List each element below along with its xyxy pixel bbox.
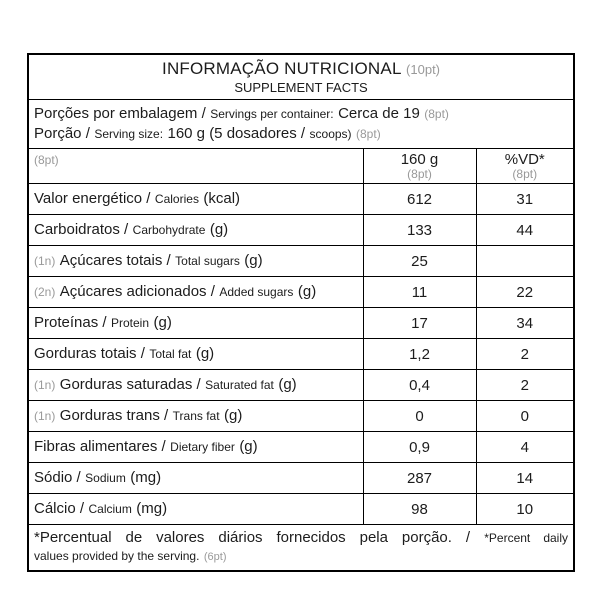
dv-value: 10 (476, 494, 574, 525)
nutrient-label (28, 184, 363, 215)
nutrient-unit: (g) (195, 345, 215, 362)
amount-value: 0,9 (363, 432, 476, 463)
nutrient-name-pt: Carboidratos / (34, 221, 129, 238)
footnote-marker: (1n) (34, 254, 56, 268)
amount-value: 287 (363, 463, 476, 494)
serving-size-en: Serving size: (94, 127, 164, 141)
serving-size-en-tail: scoops) (309, 127, 352, 141)
title-en: SUPPLEMENT FACTS (234, 80, 368, 95)
nutrient-unit: (mg) (136, 500, 168, 517)
footnote-pt: *Percentual de valores diários fornecidos pela porção. / (34, 529, 471, 546)
nutrient-name-en: Saturated fat (205, 378, 274, 392)
row-gorduras-saturadas (28, 370, 574, 401)
footnote-en-tail: values provided by the serving. (34, 549, 200, 563)
servings-per-container-value: Cerca de 19 (338, 105, 420, 122)
footnote-marker: (1n) (34, 378, 56, 392)
amount-column-header-cell (363, 149, 476, 184)
nutrition-label (27, 53, 573, 572)
nutrient-unit: (kcal) (203, 190, 241, 207)
nutrient-name-pt: Gorduras saturadas / (59, 376, 201, 393)
nutrient-unit: (g) (244, 252, 263, 269)
nutrient-name-en: Dietary fiber (170, 440, 235, 454)
nutrient-label (28, 463, 363, 494)
nutrient-name-pt: Açúcares adicionados / (59, 283, 215, 300)
nutrient-label (28, 308, 363, 339)
footnote-line-2 (34, 547, 568, 566)
title-pt: INFORMAÇÃO NUTRICIONAL (162, 59, 402, 78)
footnote-marker: (2n) (34, 285, 56, 299)
nutrient-unit: (g) (297, 283, 317, 300)
title-row (28, 54, 574, 100)
footnote-marker: (1n) (34, 409, 56, 423)
nutrient-name-en: Total fat (149, 347, 192, 361)
dv-column-header: %VD* (504, 151, 545, 168)
serving-info-cell (28, 100, 574, 149)
row-calcio (28, 494, 574, 525)
dv-value: 31 (476, 184, 574, 215)
serving-info-row (28, 100, 574, 149)
serving-size-value: 160 g (5 dosadores / (167, 125, 306, 142)
footnote-en-head: *Percent daily (484, 531, 569, 545)
nutrient-name-pt: Sódio / (34, 469, 81, 486)
nutrient-name-pt: Cálcio / (34, 500, 85, 517)
nutrient-unit: (g) (278, 376, 297, 393)
dv-column-header-cell (476, 149, 574, 184)
nutrient-name-pt: Gorduras trans / (59, 407, 169, 424)
nutrient-label (28, 370, 363, 401)
nutrient-name-en: Total sugars (175, 254, 240, 268)
nutrient-name-en: Carbohydrate (132, 223, 206, 237)
nutrient-name-en: Protein (111, 316, 150, 330)
nutrient-unit: (g) (239, 438, 258, 455)
dv-value: 0 (476, 401, 574, 432)
footnote-size-annotation: (6pt) (203, 551, 227, 563)
amount-value: 25 (363, 246, 476, 277)
nutrient-name-en: Sodium (85, 471, 126, 485)
servings-per-container-en: Servings per container: (210, 107, 334, 121)
nutrient-name-pt: Fibras alimentares / (34, 438, 166, 455)
nutrient-name-en: Added sugars (219, 285, 294, 299)
label-column-annotation: (8pt) (34, 153, 59, 167)
amount-value: 0 (363, 401, 476, 432)
footnote-row (28, 525, 574, 572)
title-cell (28, 54, 574, 100)
row-acucares-totais (28, 246, 574, 277)
nutrition-facts-table (27, 53, 575, 572)
dv-value: 34 (476, 308, 574, 339)
nutrient-unit: (g) (209, 221, 229, 238)
nutrient-name-en: Trans fat (172, 409, 220, 423)
dv-value: 22 (476, 277, 574, 308)
amount-value: 98 (363, 494, 476, 525)
amount-value: 0,4 (363, 370, 476, 401)
row-fibras-alimentares (28, 432, 574, 463)
row-valor-energetico (28, 184, 574, 215)
amount-value: 11 (363, 277, 476, 308)
nutrient-label (28, 401, 363, 432)
nutrient-label (28, 339, 363, 370)
nutrient-label (28, 215, 363, 246)
servings-per-container-line (34, 104, 568, 124)
nutrient-name-en: Calories (154, 192, 199, 206)
servings-size-annotation: (8pt) (424, 107, 449, 121)
nutrient-label (28, 246, 363, 277)
nutrient-label (28, 432, 363, 463)
nutrient-unit: (g) (224, 407, 243, 424)
serving-size-annotation: (8pt) (356, 127, 381, 141)
nutrient-name-pt: Gorduras totais / (34, 345, 145, 362)
row-acucares-adicionados (28, 277, 574, 308)
amount-value: 612 (363, 184, 476, 215)
nutrient-unit: (mg) (130, 469, 162, 486)
amount-value: 1,2 (363, 339, 476, 370)
title-size-annotation: (10pt) (406, 62, 441, 77)
row-gorduras-totais (28, 339, 574, 370)
serving-size-line (34, 124, 568, 144)
nutrient-label (28, 494, 363, 525)
row-sodio (28, 463, 574, 494)
dv-value: 14 (476, 463, 574, 494)
dv-value: 2 (476, 370, 574, 401)
dv-column-annotation: (8pt) (512, 167, 538, 181)
column-header-row (28, 149, 574, 184)
servings-per-container-pt: Porções por embalagem / (34, 105, 206, 122)
serving-size-pt: Porção / (34, 125, 90, 142)
dv-value: 2 (476, 339, 574, 370)
row-gorduras-trans (28, 401, 574, 432)
dv-value: 44 (476, 215, 574, 246)
nutrient-name-pt: Açúcares totais / (59, 252, 171, 269)
dv-value: 4 (476, 432, 574, 463)
nutrient-name-pt: Valor energético / (34, 190, 151, 207)
amount-value: 133 (363, 215, 476, 246)
row-carboidratos (28, 215, 574, 246)
amount-column-annotation: (8pt) (407, 167, 432, 181)
nutrient-label (28, 277, 363, 308)
row-proteinas (28, 308, 574, 339)
nutrient-name-pt: Proteínas / (34, 314, 107, 331)
amount-value: 17 (363, 308, 476, 339)
dv-value (476, 246, 574, 277)
nutrient-unit: (g) (153, 314, 172, 331)
nutrient-name-en: Calcium (88, 502, 132, 516)
label-column-header-cell (28, 149, 363, 184)
amount-column-header: 160 g (400, 151, 439, 168)
footnote-cell (28, 525, 574, 572)
footnote-line-1 (34, 529, 568, 547)
